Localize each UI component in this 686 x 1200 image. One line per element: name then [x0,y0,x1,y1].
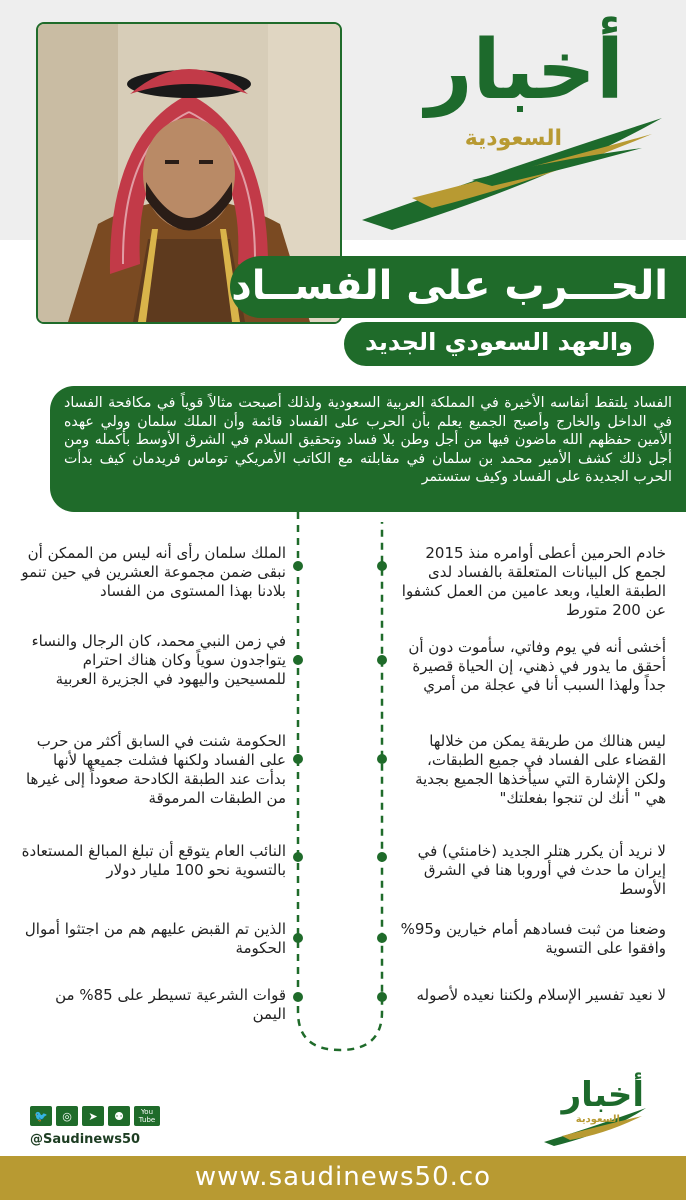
timeline-item: لا نريد أن يكرر هتلر الجديد (خامنئي) في إيران ما حدث في أوروبا هنا في الشرق الأوسط [417,842,666,898]
timeline-dot [377,852,387,862]
timeline-dot [293,561,303,571]
social-links [30,1106,160,1128]
timeline-dot [293,933,303,943]
page-title: الحـــرب على الفســاد [231,263,668,309]
timeline-dot [377,754,387,764]
timeline-dot [377,992,387,1002]
timeline-item: ليس هنالك من طريقة يمكن من خلالها القضاء على الفساد في جميع الطبقات، ولكن الإشارة التي سيأخذها الجميع بجدية هي " أنك لن تنجوا بفعلتك" [415,732,666,807]
footer-logo [540,1075,650,1148]
timeline [0,512,686,1072]
subtitle-pill [344,322,654,366]
timeline-item: الحكومة شنت في السابق أكثر من حرب على الفساد ولكنها فشلت جميعها لأنها بدأت عند الطبقة الكادحة صعوداً إلى غيرها من الطبقات المرموقة [25,732,286,807]
timeline-item: خادم الحرمين أعطى أوامره منذ 2015 لجمع كل البيانات المتعلقة بالفساد لدى الطبقة العليا، وبعد عامين من العمل كشفوا عن 200 متورط [401,544,666,619]
timeline-item: الذين تم القبض عليهم هم من اجتثوا أموال الحكومة [24,920,286,957]
timeline-dot [377,933,387,943]
timeline-item: وضعنا من ثبت فسادهم أمام خيارين و95% وافقوا على التسوية [400,920,666,957]
timeline-item: في زمن النبي محمد، كان الرجال والنساء يتواجدون سوياً وكان هناك احترام للمسيحين واليهود في الجزيرة العربية [31,632,286,688]
page-subtitle: والعهد السعودي الجديد [365,328,633,356]
footer-logo-subtitle: السعودية [575,1114,620,1125]
brand-logo [352,23,664,240]
headline-banner [230,256,686,318]
timeline-item: أخشى أنه في يوم وفاتي، سأموت دون أن أحقق ما يدور في ذهني، إن الحياة قصيرة جداً ولهذا السبب أنا في عجلة من أمري [408,638,666,694]
youtube-icon[interactable]: You Tube [134,1106,160,1126]
timeline-item: الملك سلمان رأى أنه ليس من الممكن أن نبقى ضمن مجموعة العشرين في حين تنمو بلادنا بهذا المستوى من الفساد [21,544,286,600]
timeline-dot [293,852,303,862]
intro-panel [50,386,686,512]
timeline-dot [377,561,387,571]
timeline-dot [293,992,303,1002]
snapchat-icon[interactable]: ⚉ [108,1106,130,1126]
timeline-dot [293,754,303,764]
timeline-dot [293,655,303,665]
intro-text: الفساد يلتقط أنفاسه الأخيرة في المملكة العربية السعودية ولذلك أصبحت مثالاً قوياً في مكافحة الفساد في الداخل والخارج وأصبح الجميع يعلم بأن الحرب على الفساد قائمة وأن الملك سلمان وولي عهده الأمين حفظهم الله ماضون فيها من أجل وطن بلا فساد وتحقيق السلام في الشرق الأوسط بأكمله ومن أجل ذلك كشف الأمير محمد بن سلمان في مقابلته مع الكاتب الأمريكي توماس فريدمان كيف بدأت الحرب الجديدة على الفساد وكيف ستستمر [64,395,672,485]
footer-logo-title: أخبار [561,1075,644,1115]
website-url[interactable]: www.saudinews50.co [194,1162,492,1192]
timeline-item: لا نعيد تفسير الإسلام ولكننا نعيده لأصوله [416,986,666,1004]
timeline-item: النائب العام يتوقع أن تبلغ المبالغ المستعادة بالتسوية نحو 100 مليار دولار [21,842,286,879]
logo-subtitle: السعودية [464,126,562,151]
timeline-item: قوات الشرعية تسيطر على 85% من اليمن [55,986,286,1023]
instagram-icon[interactable]: ◎ [56,1106,78,1126]
telegram-icon[interactable]: ➤ [82,1106,104,1126]
timeline-dot [377,655,387,665]
logo-title: أخبار [425,23,624,118]
footer-bar [0,1156,686,1200]
twitter-icon[interactable]: 🐦 [30,1106,52,1126]
social-handle[interactable]: @Saudinews50 [30,1132,141,1147]
